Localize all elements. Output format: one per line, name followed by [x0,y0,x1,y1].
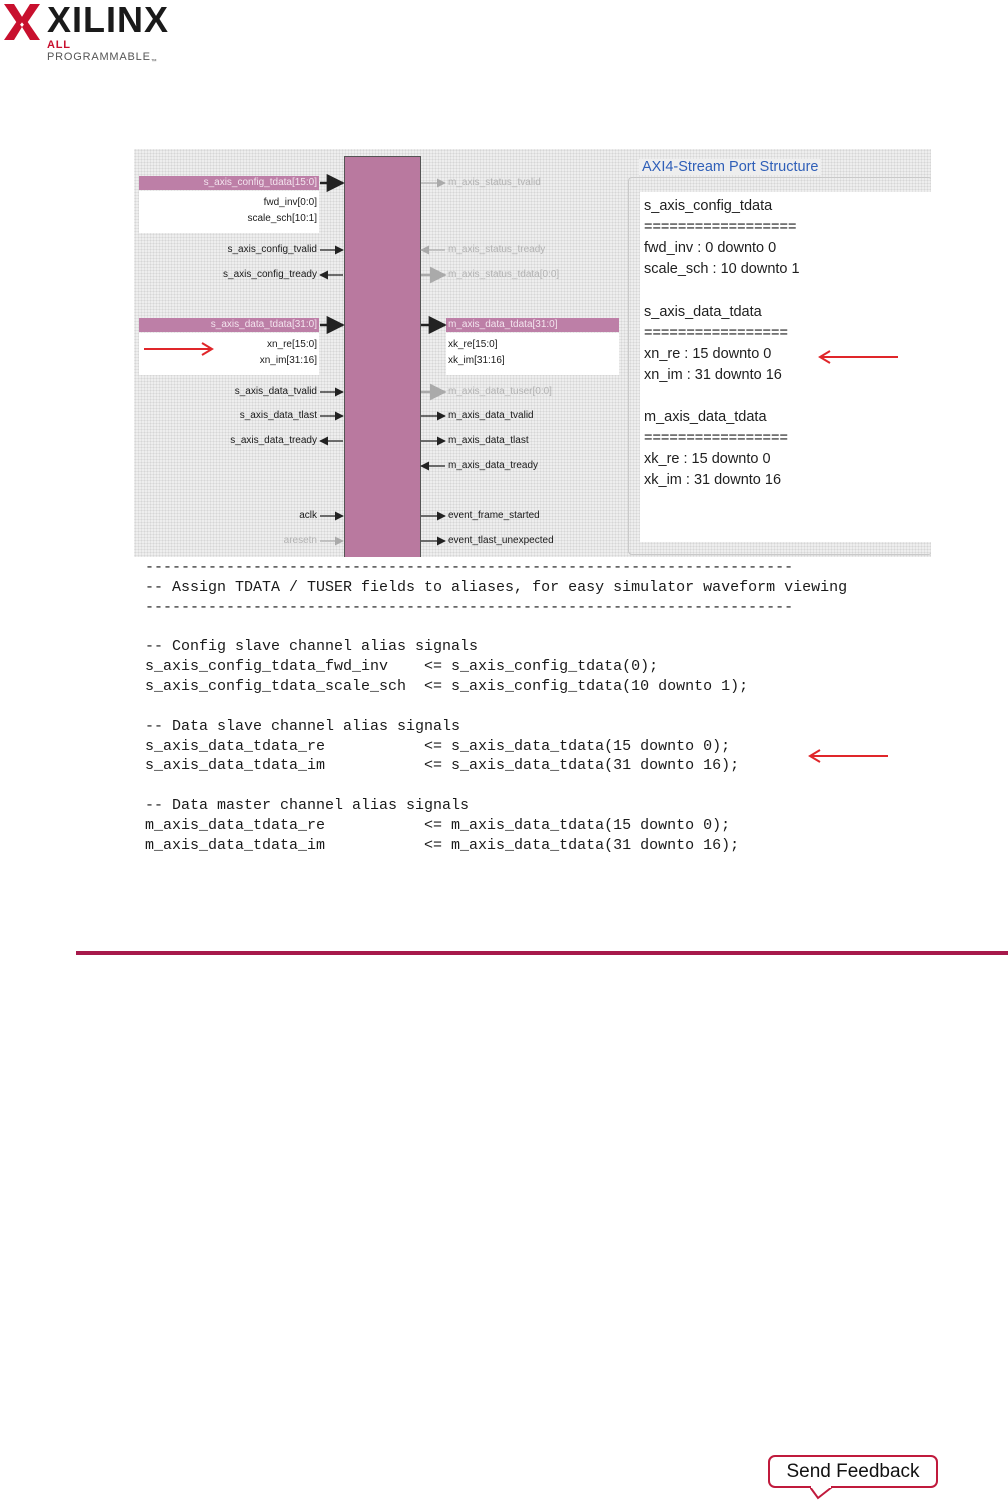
pin-m-axis-status-tready: m_axis_status_tready [448,244,546,255]
pin-m-axis-data-tlast: m_axis_data_tlast [448,435,529,446]
port-structure-line: ================== [644,219,797,236]
port-structure-line: xk_re : 15 downto 0 [644,451,771,468]
feedback-bubble-tail-icon [810,1486,840,1500]
code-line: ------------------------------------------------------------------------ [145,559,794,576]
code-line [145,618,847,638]
logo-trademark: ™ [150,59,158,66]
code-line: m_axis_data_tdata_re <= m_axis_data_tdata(15 downto 0); [145,816,731,834]
red-arrow-code [808,748,892,764]
pin-event-tlast-unexpected: event_tlast_unexpected [448,535,554,546]
red-arrow-port-structure [818,349,902,365]
pin-xk-re: xk_re[15:0] [448,339,498,350]
port-structure-line: xn_im : 31 downto 16 [644,366,782,383]
section-divider [76,951,1008,955]
logo-wordmark: XILINX [47,0,170,40]
pin-m-axis-data-tuser: m_axis_data_tuser[0:0] [448,386,552,397]
pin-xn-im: xn_im[31:16] [259,355,317,366]
pin-fwd-inv: fwd_inv[0:0] [263,197,317,208]
fft-core-symbol-figure [134,149,931,557]
pin-scale-sch: scale_sch[10:1] [247,213,317,224]
pin-xk-im: xk_im[31:16] [448,355,505,366]
logo-tagline-all: ALL [47,39,71,51]
code-line [145,776,847,796]
pin-m-axis-data-tready: m_axis_data_tready [448,460,539,471]
pin-m-axis-status-tvalid: m_axis_status_tvalid [448,177,541,188]
pin-s-axis-data-tlast: s_axis_data_tlast [239,410,317,421]
red-arrow-diagram [144,343,212,355]
pin-xn-re: xn_re[15:0] [266,339,317,350]
pin-s-axis-data-tready: s_axis_data_tready [230,435,317,446]
code-line: -- Data slave channel alias signals [145,717,461,735]
port-structure-line: scale_sch : 10 downto 1 [644,261,800,278]
port-structure-line: fwd_inv : 0 downto 0 [644,240,777,257]
port-structure-line: s_axis_config_tdata [644,198,773,214]
pin-aresetn: aresetn [283,535,317,546]
port-structure-line: m_axis_data_tdata [644,409,767,425]
pin-m-axis-data-tdata: m_axis_data_tdata[31:0] [448,319,558,330]
pin-s-axis-data-tvalid: s_axis_data_tvalid [234,386,317,397]
logo-tagline [47,39,182,65]
xilinx-logo [2,0,182,66]
code-line: s_axis_config_tdata_fwd_inv <= s_axis_config_tdata(0); [145,658,659,676]
pin-m-axis-status-tdata: m_axis_status_tdata[0:0] [448,269,560,280]
pin-event-frame-started: event_frame_started [448,510,540,521]
code-line: -- Config slave channel alias signals [145,638,479,656]
code-line: -- Data master channel alias signals [145,797,470,815]
pin-s-axis-data-tdata: s_axis_data_tdata[31:0] [210,319,317,330]
code-line: s_axis_config_tdata_scale_sch <= s_axis_config_tdata(10 downto 1); [145,678,749,696]
code-line: ------------------------------------------------------------------------ [145,598,794,616]
code-line: s_axis_data_tdata_im <= s_axis_data_tdata(31 downto 16); [145,757,740,775]
code-line: s_axis_data_tdata_re <= s_axis_data_tdata(15 downto 0); [145,737,731,755]
pin-s-axis-config-tvalid: s_axis_config_tvalid [227,244,317,255]
code-line: -- Assign TDATA / TUSER fields to aliases, for easy simulator waveform viewing [145,578,848,596]
xilinx-logo-mark-icon [2,2,42,42]
logo-tagline-rest: PROGRAMMABLE [47,51,151,63]
port-structure-title: AXI4-Stream Port Structure [639,159,821,175]
pin-aclk: aclk [299,510,317,521]
code-line: m_axis_data_tdata_im <= m_axis_data_tdata(31 downto 16); [145,836,740,854]
send-feedback-button[interactable]: Send Feedback [768,1455,938,1488]
port-structure-line: xn_re : 15 downto 0 [644,345,772,362]
pin-m-axis-data-tvalid: m_axis_data_tvalid [448,410,534,421]
vhdl-code-listing [145,558,847,856]
code-line [145,697,847,717]
pin-s-axis-config-tready: s_axis_config_tready [223,269,317,280]
port-structure-line: xk_im : 31 downto 16 [644,472,782,489]
pin-s-axis-config-tdata: s_axis_config_tdata[15:0] [203,177,317,188]
port-structure-line: s_axis_data_tdata [644,303,762,320]
port-structure-line: ================= [644,430,788,447]
port-structure-line: ================= [644,324,788,341]
